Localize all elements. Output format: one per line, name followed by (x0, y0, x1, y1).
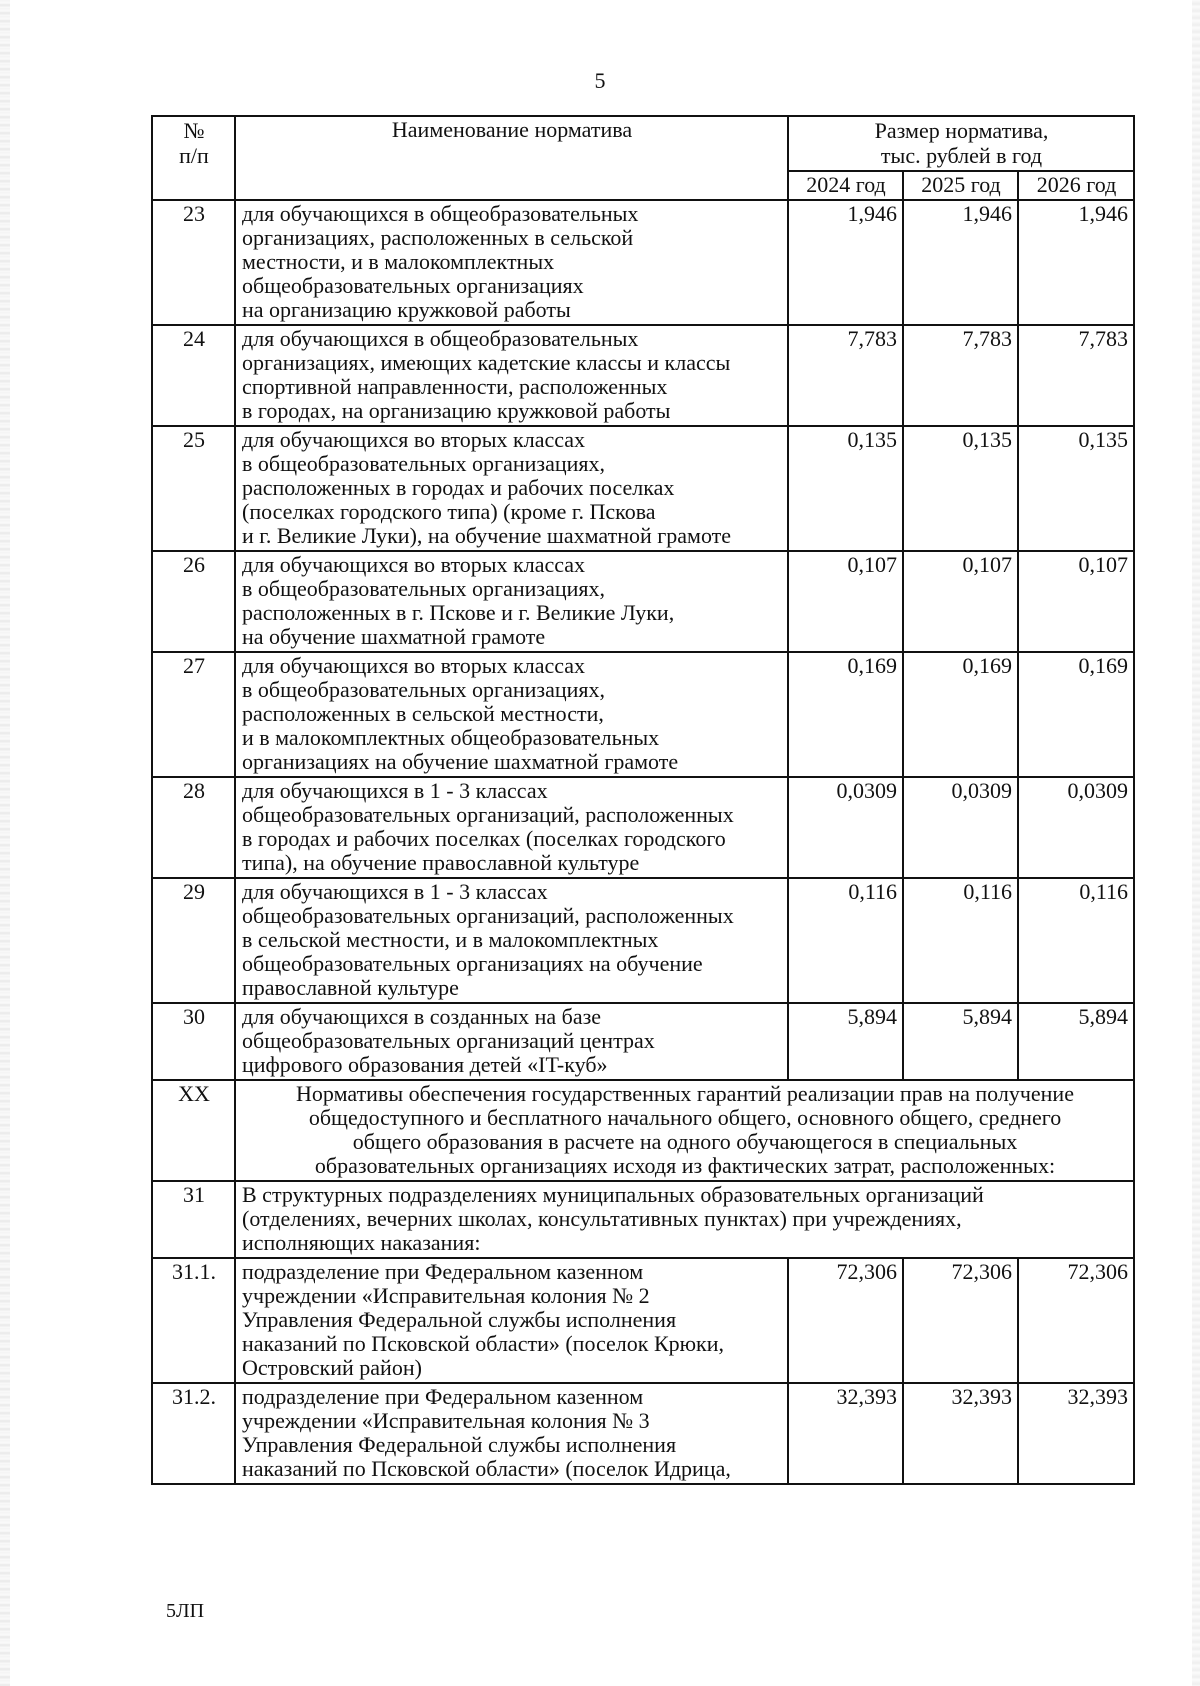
section-title: Нормативы обеспечения государственных гарантий реализации прав на получение общедоступного и бесплатного начального общего, основного общего, среднего общего образования в расчете на одного обучающегося в специальных образовательных организациях исходя из фактических затрат, расположенных: (235, 1080, 1134, 1181)
value-2026: 1,946 (1018, 200, 1134, 325)
value-2026: 32,393 (1018, 1383, 1134, 1484)
table-row (152, 1003, 1134, 1080)
group-num: 31 (152, 1181, 235, 1258)
row-num: 30 (152, 1003, 235, 1080)
row-name: для обучающихся в 1 - 3 классах общеобразовательных организаций, расположенных в городах и рабочих поселках (поселках городского типа), на обучение православной культуре (235, 777, 788, 878)
header-year-2025: 2025 год (903, 171, 1018, 200)
section-num: XX (152, 1080, 235, 1181)
section-row (152, 1080, 1134, 1181)
table-header-row (152, 116, 1134, 171)
table-row (152, 325, 1134, 426)
row-num: 29 (152, 878, 235, 1003)
header-size: Размер норматива, тыс. рублей в год (788, 116, 1134, 171)
scan-edge-left (0, 0, 10, 1686)
value-2025: 0,116 (903, 878, 1018, 1003)
row-num: 31.2. (152, 1383, 235, 1484)
value-2025: 5,894 (903, 1003, 1018, 1080)
value-2024: 0,169 (788, 652, 903, 777)
value-2025: 0,135 (903, 426, 1018, 551)
row-num: 24 (152, 325, 235, 426)
value-2025: 72,306 (903, 1258, 1018, 1383)
row-name: подразделение при Федеральном казенном учреждении «Исправительная колония № 2 Управления Федеральной службы исполнения наказаний по Псковской области» (поселок Крюки, Островский район) (235, 1258, 788, 1383)
value-2024: 72,306 (788, 1258, 903, 1383)
table-row (152, 878, 1134, 1003)
row-num: 23 (152, 200, 235, 325)
row-name: для обучающихся в общеобразовательных организациях, имеющих кадетские классы и классы спортивной направленности, расположенных в городах, на организацию кружковой работы (235, 325, 788, 426)
value-2026: 0,0309 (1018, 777, 1134, 878)
value-2026: 0,116 (1018, 878, 1134, 1003)
group-title: В структурных подразделениях муниципальных образовательных организаций (отделениях, вечерних школах, консультативных пунктах) при учреждениях, исполняющих наказания: (235, 1181, 1134, 1258)
row-num: 28 (152, 777, 235, 878)
scan-edge-right (1192, 0, 1200, 1686)
value-2026: 7,783 (1018, 325, 1134, 426)
row-name: для обучающихся во вторых классах в общеобразовательных организациях, расположенных в городах и рабочих поселках (поселках городского типа) (кроме г. Пскова и г. Великие Луки), на обучение шахматной грамоте (235, 426, 788, 551)
value-2024: 7,783 (788, 325, 903, 426)
value-2025: 32,393 (903, 1383, 1018, 1484)
row-name: подразделение при Федеральном казенном учреждении «Исправительная колония № 3 Управления Федеральной службы исполнения наказаний по Псковской области» (поселок Идрица, (235, 1383, 788, 1484)
table-row (152, 1383, 1134, 1484)
value-2026: 0,169 (1018, 652, 1134, 777)
table-row (152, 777, 1134, 878)
table-row (152, 652, 1134, 777)
row-name: для обучающихся во вторых классах в общеобразовательных организациях, расположенных в сельской местности, и в малокомплектных общеобразовательных организациях на обучение шахматной грамоте (235, 652, 788, 777)
header-year-2026: 2026 год (1018, 171, 1134, 200)
value-2024: 0,0309 (788, 777, 903, 878)
header-name: Наименование норматива (235, 116, 788, 200)
row-name: для обучающихся в 1 - 3 классах общеобразовательных организаций, расположенных в сельской местности, и в малокомплектных общеобразовательных организациях на обучение православной культуре (235, 878, 788, 1003)
value-2026: 0,107 (1018, 551, 1134, 652)
value-2024: 32,393 (788, 1383, 903, 1484)
value-2024: 5,894 (788, 1003, 903, 1080)
table-row (152, 200, 1134, 325)
value-2025: 0,107 (903, 551, 1018, 652)
group-row (152, 1181, 1134, 1258)
header-num: № п/п (152, 116, 235, 200)
norms-table (151, 115, 1135, 1485)
row-num: 25 (152, 426, 235, 551)
row-num: 27 (152, 652, 235, 777)
row-num: 26 (152, 551, 235, 652)
value-2024: 0,116 (788, 878, 903, 1003)
row-num: 31.1. (152, 1258, 235, 1383)
value-2025: 7,783 (903, 325, 1018, 426)
row-name: для обучающихся в созданных на базе общеобразовательных организаций центрах цифрового образования детей «IT-куб» (235, 1003, 788, 1080)
value-2026: 72,306 (1018, 1258, 1134, 1383)
value-2025: 0,0309 (903, 777, 1018, 878)
value-2025: 1,946 (903, 200, 1018, 325)
table-row (152, 1258, 1134, 1383)
footer-code: 5ЛП (166, 1600, 205, 1622)
value-2026: 5,894 (1018, 1003, 1134, 1080)
value-2024: 1,946 (788, 200, 903, 325)
value-2026: 0,135 (1018, 426, 1134, 551)
table-row (152, 426, 1134, 551)
value-2024: 0,135 (788, 426, 903, 551)
row-name: для обучающихся во вторых классах в общеобразовательных организациях, расположенных в г. Пскове и г. Великие Луки, на обучение шахматной грамоте (235, 551, 788, 652)
header-year-2024: 2024 год (788, 171, 903, 200)
value-2024: 0,107 (788, 551, 903, 652)
page-number: 5 (594, 68, 606, 93)
value-2025: 0,169 (903, 652, 1018, 777)
row-name: для обучающихся в общеобразовательных организациях, расположенных в сельской местности, и в малокомплектных общеобразовательных организациях на организацию кружковой работы (235, 200, 788, 325)
table-row (152, 551, 1134, 652)
